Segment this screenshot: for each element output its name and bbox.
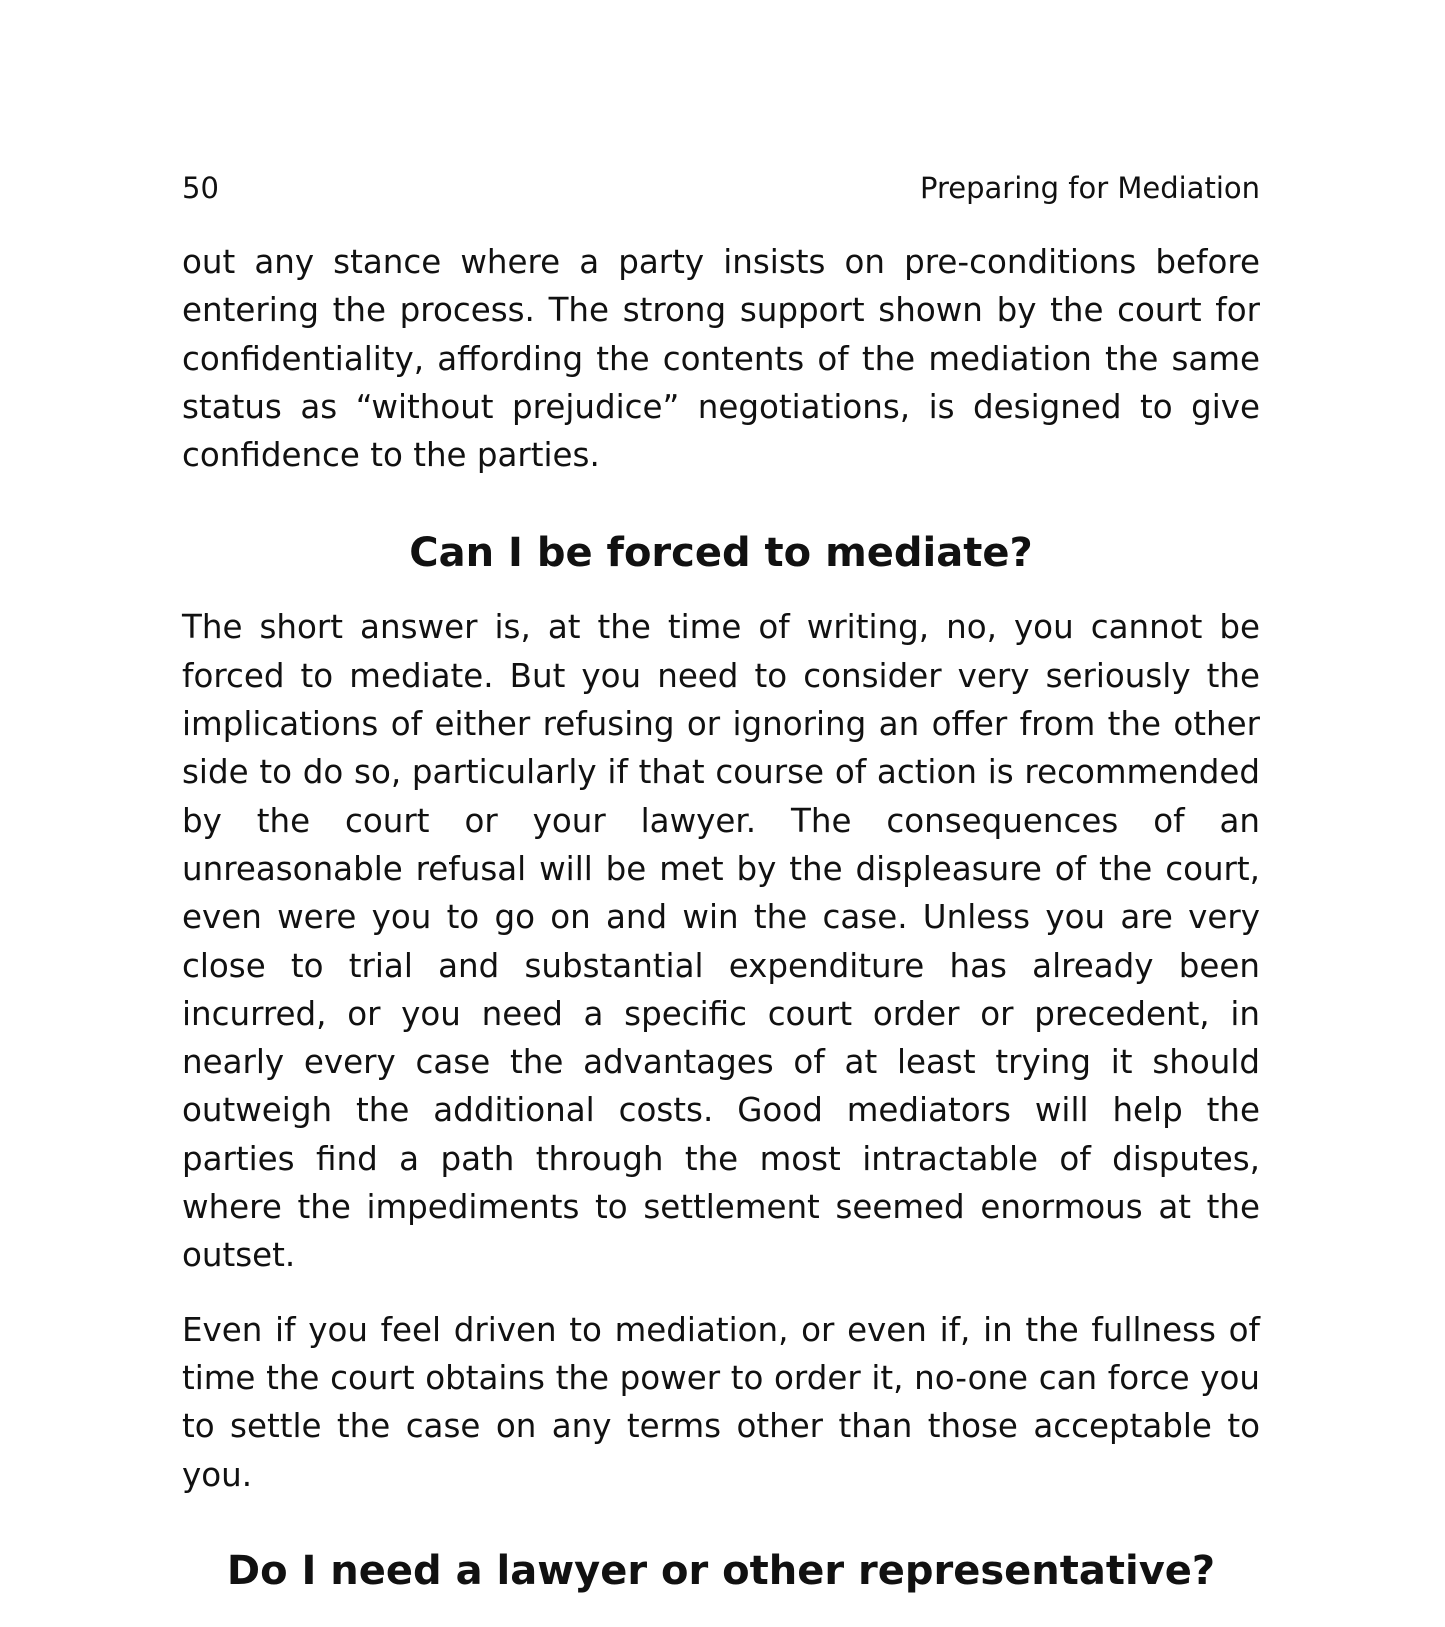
section-heading-need-lawyer: Do I need a lawyer or other representative?: [226, 1547, 1216, 1594]
running-header: [182, 168, 1260, 208]
section-heading-forced-to-mediate: Can I be forced to mediate?: [409, 530, 1033, 577]
section-paragraph: Even if you feel driven to mediation, or even if, in the fullness of time the court obtains the power to order it, no-one can force you to settle the case on any terms other than those acceptable to you.: [182, 1310, 1260, 1494]
page-number: 50: [182, 171, 219, 205]
intro-paragraph: out any stance where a party insists on pre-conditions before entering the process. The strong support shown by the court for confidentiality, affording the contents of the mediation the same status as “without prejudice” negotiations, is designed to give confidence to the parties.: [182, 243, 1260, 475]
running-title: Preparing for Mediation: [919, 171, 1260, 205]
book-page: [182, 168, 1260, 1599]
section-paragraph: The short answer is, at the time of writing, no, you cannot be forced to mediate. But you need to consider very seriously the implications of either refusing or ignoring an offer from the other side to do so, particularly if that course of action is recommended by the court or your lawyer. The consequences of an unreasonable refusal will be met by the displeasure of the court, even were you to go on and win the case. Unless you are very close to trial and substantial expenditure has already been incurred, or you need a specific court order or precedent, in nearly every case the advantages of at least trying it should outweigh the additional costs. Good mediators will help the parties find a path through the most intractable of disputes, where the impediments to settlement seemed enormous at the outset.: [182, 608, 1260, 1275]
